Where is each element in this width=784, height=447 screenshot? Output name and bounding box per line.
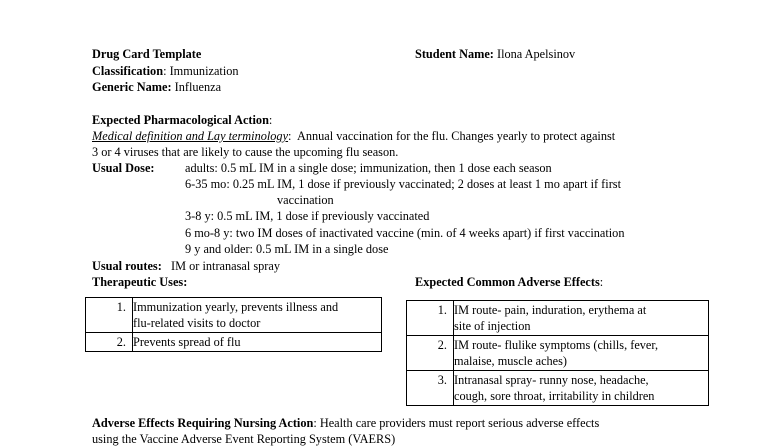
table-row bbox=[407, 371, 709, 406]
item-number: 2. bbox=[407, 336, 454, 371]
action-definition-line-2: 3 or 4 viruses that are likely to cause the upcoming flu season. bbox=[92, 145, 399, 159]
therapeutic-uses-heading: Therapeutic Uses: bbox=[92, 275, 188, 289]
usual-routes-label: Usual routes: bbox=[92, 259, 162, 273]
item-text: Immunization yearly, prevents illness and flu-related visits to doctor bbox=[133, 298, 382, 333]
classification-value: Immunization bbox=[169, 64, 239, 78]
dose-line: 6 mo-8 y: two IM doses of inactivated vaccine (min. of 4 weeks apart) if first vaccination bbox=[185, 226, 625, 240]
doc-title: Drug Card Template bbox=[92, 47, 202, 61]
item-text: Intranasal spray- runny nose, headache, cough, sore throat, irritability in children bbox=[454, 371, 709, 406]
student-name-value: Ilona Apelsinov bbox=[496, 47, 576, 61]
item-text: Prevents spread of flu bbox=[133, 333, 382, 352]
dose-line: 9 y and older: 0.5 mL IM in a single dose bbox=[185, 242, 389, 256]
classification-row: Classification: Immunization bbox=[92, 64, 239, 78]
item-number: 2. bbox=[86, 333, 133, 352]
item-number: 3. bbox=[407, 371, 454, 406]
table-row bbox=[407, 301, 709, 336]
definition-label: Medical definition and Lay terminology bbox=[92, 129, 289, 143]
usual-dose-label: Usual Dose: bbox=[92, 161, 155, 175]
table-row bbox=[407, 336, 709, 371]
student-name-label: Student Name: bbox=[415, 47, 494, 61]
action-heading: Expected Pharmacological Action: bbox=[92, 113, 273, 127]
dose-line: vaccination bbox=[277, 193, 334, 207]
student-name-row bbox=[415, 46, 575, 62]
item-number: 1. bbox=[86, 298, 133, 333]
dose-line: 6-35 mo: 0.25 mL IM, 1 dose if previously vaccinated; 2 doses at least 1 mo apart if first bbox=[185, 177, 621, 191]
generic-name-row bbox=[92, 79, 221, 95]
table-row bbox=[86, 298, 382, 333]
nursing-action-line-2: using the Vaccine Adverse Event Reporting System (VAERS) bbox=[92, 432, 396, 446]
item-text: IM route- pain, induration, erythema at site of injection bbox=[454, 301, 709, 336]
adverse-effects-heading: Expected Common Adverse Effects: bbox=[415, 275, 604, 289]
usual-routes-value: IM or intranasal spray bbox=[171, 259, 280, 273]
generic-name-label: Generic Name: bbox=[92, 80, 172, 94]
generic-name-value: Influenza bbox=[174, 80, 222, 94]
nursing-action-heading: Adverse Effects Requiring Nursing Action bbox=[92, 416, 314, 430]
action-definition-line-1: Medical definition and Lay terminology: Annual vaccination for the flu. Changes yearly to protect against bbox=[92, 129, 616, 143]
classification-label: Classification bbox=[92, 64, 164, 78]
item-text: IM route- flulike symptoms (chills, fever, malaise, muscle aches) bbox=[454, 336, 709, 371]
table-row bbox=[86, 333, 382, 352]
nursing-action-line-1: Adverse Effects Requiring Nursing Action: Health care providers must report serious adverse effects bbox=[92, 416, 600, 430]
adverse-effects-table bbox=[406, 300, 709, 406]
item-number: 1. bbox=[407, 301, 454, 336]
dose-line: 3-8 y: 0.5 mL IM, 1 dose if previously vaccinated bbox=[185, 209, 430, 223]
dose-line: adults: 0.5 mL IM in a single dose; immunization, then 1 dose each season bbox=[185, 161, 552, 175]
usual-routes-row bbox=[92, 258, 280, 274]
therapeutic-uses-table bbox=[85, 297, 382, 352]
